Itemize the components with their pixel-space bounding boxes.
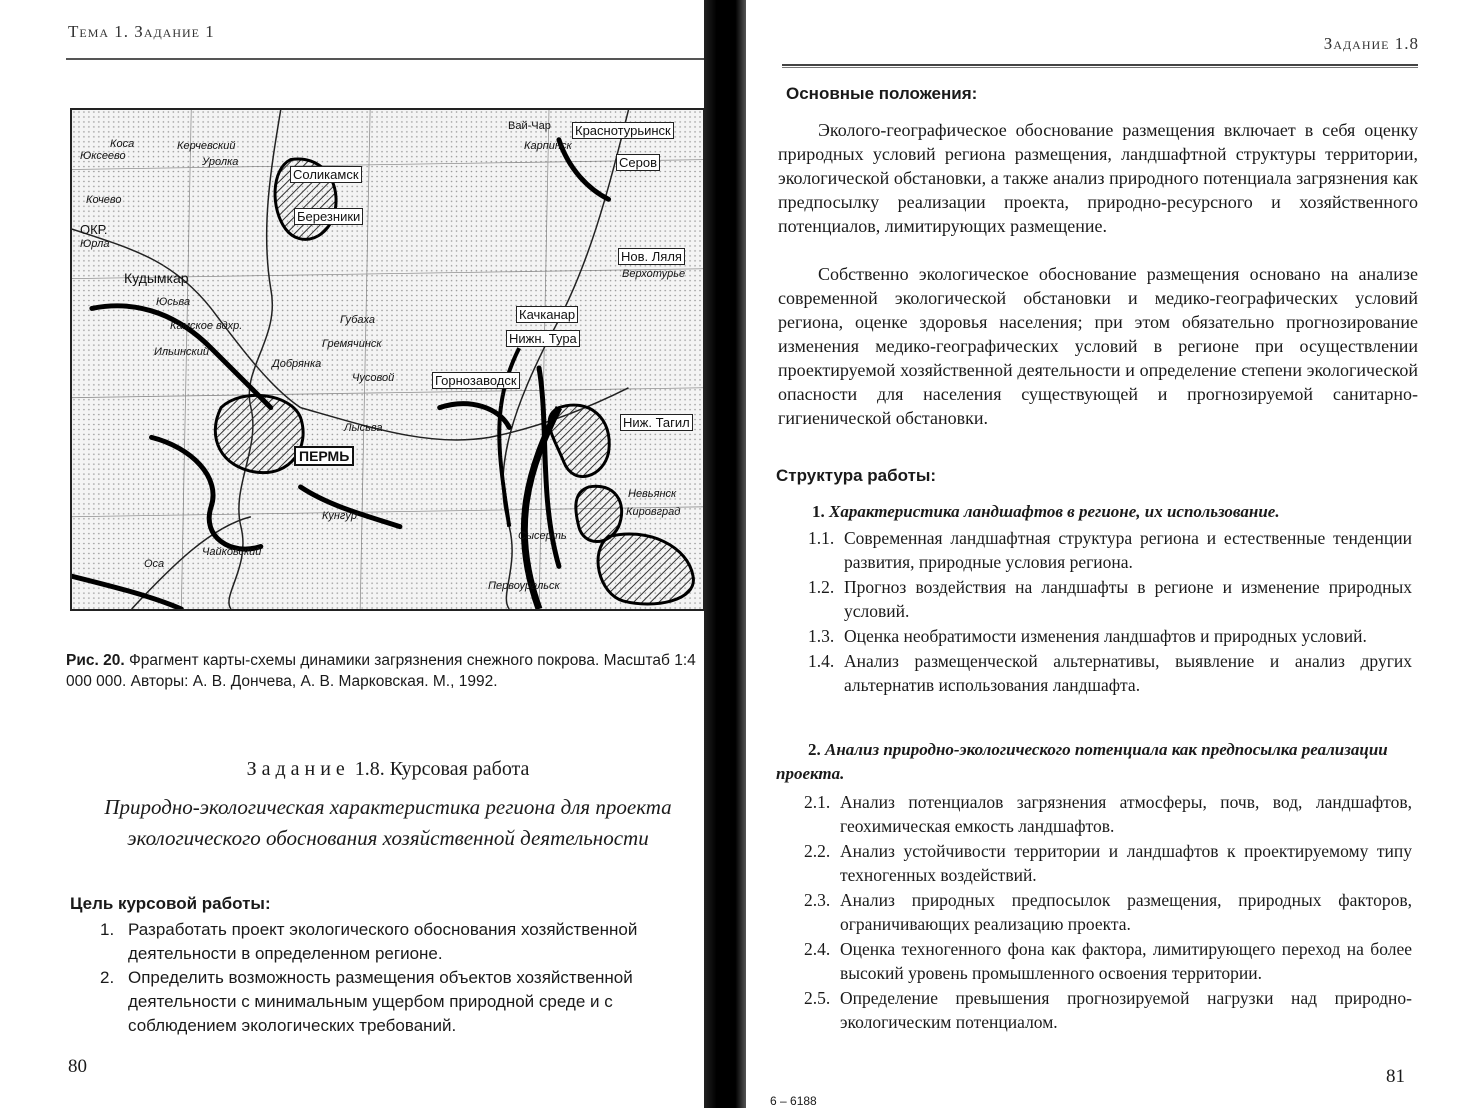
list-item (804, 937, 1412, 985)
map-label: Кировград (626, 506, 681, 518)
item-number: 1.3. (808, 626, 835, 646)
page-number-right: 81 (1386, 1066, 1405, 1087)
caption-label: Рис. 20. (66, 652, 125, 669)
section-title: Характеристика ландшафтов в регионе, их использование. (829, 502, 1280, 521)
map-label: Вай-Чар (508, 120, 551, 132)
book-gutter (704, 0, 746, 1108)
map-label: Ниж. Тагил (620, 414, 693, 431)
item-number: 1.4. (808, 651, 835, 671)
item-text: Современная ландшафтная структура региона и естественные тенденции развития, природные условия региона. (844, 528, 1412, 572)
item-number: 2.2. (804, 841, 831, 861)
pollution-map (70, 108, 705, 611)
list-item (808, 649, 1412, 697)
running-head-left: Тема 1. Задание 1 (68, 22, 215, 41)
section-2-heading (776, 738, 1416, 786)
signature-code: 6 – 6188 (770, 1094, 817, 1108)
item-number: 2.3. (804, 890, 831, 910)
map-label: Уролка (202, 156, 239, 168)
map-label: Гремячинск (322, 338, 382, 350)
list-item (804, 888, 1412, 936)
item-number: 2. (100, 968, 115, 987)
map-label: Ильинский (154, 346, 209, 358)
paragraph-2: Собственно экологическое обоснование размещения основано на анализе современной экологической обстановки и медико-географических условий региона, оценке здоровья населения; при этом обязательно прогнозирование изменения медико-географических условий в регионе при осуществлении проектируемой хозяйственной деятельности и определение степени экологической опасности для населения существующей и прогнозируемой санитарно-гигиенической обстановки. (778, 264, 1418, 428)
section-1-list (808, 526, 1412, 698)
task-label: Задание (246, 758, 350, 780)
item-number: 1. (100, 920, 115, 939)
map-label: Кочево (86, 194, 122, 206)
section-1-heading (812, 500, 1280, 524)
header-rule-right (782, 64, 1418, 68)
map-label: Краснотурьинск (572, 122, 674, 139)
section-number: 2. (808, 740, 821, 759)
list-item (808, 575, 1412, 623)
item-number: 2.4. (804, 939, 831, 959)
item-number: 1.1. (808, 528, 835, 548)
item-text: Оценка необратимости изменения ландшафтов и природных условий. (844, 626, 1367, 646)
map-label: Оса (144, 558, 165, 570)
item-text: Определить возможность размещения объектов хозяйственной деятельности с минимальным ущербом природной среде и с соблюдением экологических требований. (128, 968, 633, 1035)
structure-heading: Структура работы: (776, 466, 937, 485)
item-text: Определение превышения прогнозируемой нагрузки над природно-экологическим потенциалом. (840, 988, 1412, 1032)
running-head-right: Задание 1.8 (1323, 34, 1419, 53)
map-label: Горнозаводск (432, 372, 520, 389)
list-item (804, 839, 1412, 887)
item-text: Анализ устойчивости территории и ландшафтов к проектируемому типу техногенных воздействий. (840, 841, 1412, 885)
map-label: Нижн. Тура (506, 330, 580, 347)
main-heading: Основные положения: (786, 84, 978, 103)
map-label: Нов. Ляля (618, 248, 685, 265)
map-label: Березники (294, 208, 363, 225)
list-item (100, 966, 710, 1038)
list-item (804, 790, 1412, 838)
list-item (804, 986, 1412, 1034)
map-label: Лысьва (344, 422, 383, 434)
map-label: Керчевский (177, 140, 236, 152)
map-drawing (72, 110, 703, 609)
item-text: Прогноз воздействия на ландшафты в регионе и изменение природных условий. (844, 577, 1412, 621)
left-page (0, 0, 712, 1108)
list-item (808, 624, 1412, 648)
map-label: ОКР. (80, 222, 108, 237)
header-rule-left (66, 58, 706, 60)
item-text: Оценка техногенного фона как фактора, лимитирующего переход на более высокий уровень промышленного освоения территории. (840, 939, 1412, 983)
list-item (808, 526, 1412, 574)
map-label: Верхотурье (622, 268, 686, 280)
map-label: ПЕРМЬ (294, 446, 354, 466)
map-label: Кунгур (322, 510, 357, 522)
map-label: Кудымкар (124, 270, 189, 286)
item-text: Анализ потенциалов загрязнения атмосферы, почв, вод, ландшафтов, геохимическая емкость ландшафтов. (840, 792, 1412, 836)
item-text: Анализ природных предпосылок размещения, природных факторов, ограничивающих реализацию проекта. (840, 890, 1412, 934)
map-label: Первоуральск (488, 580, 560, 592)
list-item (100, 918, 710, 966)
item-number: 2.5. (804, 988, 831, 1008)
map-label: Чусовой (352, 372, 395, 384)
right-page (742, 0, 1459, 1108)
item-number: 1.2. (808, 577, 835, 597)
map-label: Карпинск (524, 140, 572, 152)
task-subtitle: Природно-экологическая характеристика региона для проекта экологического обоснования хозяйственной деятельности (104, 795, 672, 850)
task-number: 1.8. Курсовая работа (354, 758, 530, 780)
map-label: Камское вдхр. (170, 320, 243, 332)
map-label: Юксеево (80, 150, 126, 162)
map-label: Губаха (340, 314, 376, 326)
paragraph-1: Эколого-географическое обоснование размещения включает в себя оценку природных условий региона размещения, ландшафтной структуры территории, экологической обстановки, а также анализ природного потенциала загрязнения как предпосылку реализации проекта, природно-ресурсного и хозяйственного потенциалов, лимитирующих размещение. (778, 120, 1418, 236)
page-number-left: 80 (68, 1056, 87, 1077)
map-label: Добрянка (272, 358, 322, 370)
goals-list (100, 918, 710, 1038)
map-label: Юрла (80, 238, 110, 250)
map-label: Серов (616, 154, 660, 171)
item-number: 2.1. (804, 792, 831, 812)
map-label: Коса (110, 138, 135, 150)
map-label: Соликамск (290, 166, 362, 183)
map-label: Сысерть (518, 530, 567, 542)
goal-heading: Цель курсовой работы: (70, 894, 271, 913)
item-text: Разработать проект экологического обоснования хозяйственной деятельности в определенном регионе. (128, 920, 638, 963)
caption-text: Фрагмент карты-схемы динамики загрязнения снежного покрова. Масштаб 1:4 000 000. Авторы: А. В. Дончева, А. В. Марковская. М., 1992. (66, 652, 696, 690)
task-title (68, 758, 708, 781)
map-label: Невьянск (628, 488, 677, 500)
figure-caption (66, 650, 706, 692)
map-label: Юсьва (156, 296, 191, 308)
section-number: 1. (812, 502, 825, 521)
map-label: Качканар (516, 306, 578, 323)
section-title: Анализ природно-экологического потенциала как предпосылка реализации проекта. (776, 740, 1388, 783)
map-label: Чайковский (202, 546, 262, 558)
item-text: Анализ размещенческой альтернативы, выявление и анализ других альтернатив использования ландшафта. (844, 651, 1412, 695)
section-2-list (804, 790, 1412, 1035)
